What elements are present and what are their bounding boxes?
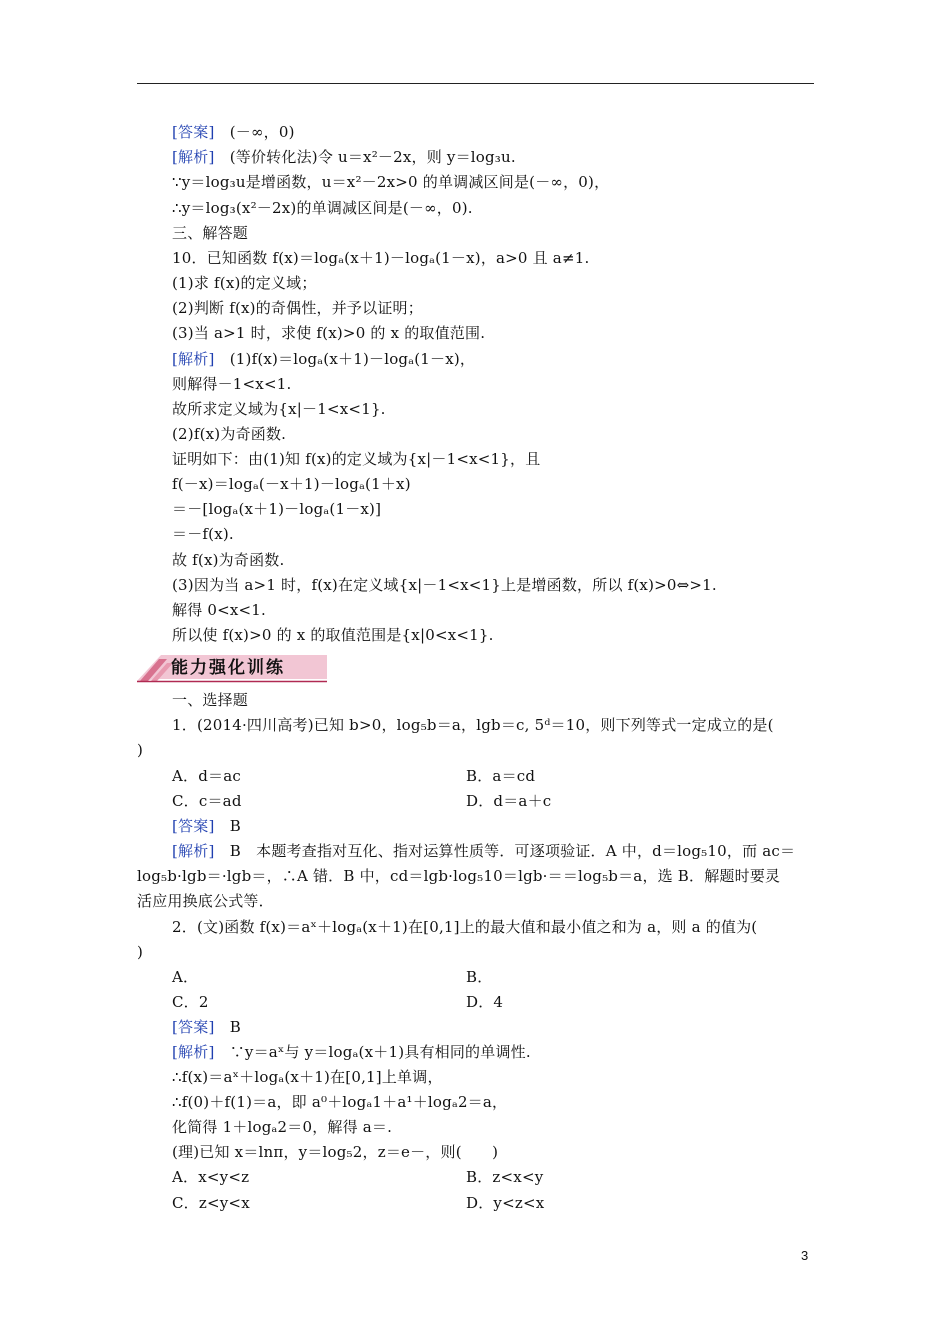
q3-option-b: B．z<x<y	[466, 1168, 544, 1186]
line-text: (－∞，0)	[214, 123, 295, 141]
line-text: 解得 0<x<1.	[172, 601, 267, 619]
line-text: 三、解答题	[172, 224, 249, 242]
question-3-stem: (理)已知 x＝lnπ，y＝log₅2，z＝e－，则( )	[172, 1143, 499, 1161]
q2-analysis	[172, 1043, 531, 1061]
analysis-tag: [解析]	[172, 1043, 215, 1061]
q1-option-c: C．c＝ad	[172, 792, 242, 810]
line-text: 证明如下：由(1)知 f(x)的定义域为{x|－1<x<1}，且	[172, 450, 541, 468]
solution-line	[172, 224, 248, 242]
solution-line	[172, 500, 381, 518]
q2-option-c: C．2	[172, 993, 209, 1011]
answer-value: B	[214, 817, 241, 835]
q2-answer	[172, 1018, 241, 1036]
line-text: ∵y＝log₃u是增函数，u＝x²－2x>0 的单调减区间是(－∞，0)，	[172, 173, 610, 191]
solution-line	[172, 601, 266, 619]
analysis-text: B 本题考查指对互化、指对运算性质等．可逐项验证．A 中，d＝log₅10，而 ac＝	[214, 842, 796, 860]
banner-title: 能力强化训练	[171, 658, 285, 678]
answer-tag: [答案]	[172, 1018, 215, 1036]
section-heading-choice: 一、选择题	[172, 691, 249, 709]
solution-line	[172, 173, 609, 191]
q1-analysis	[172, 842, 795, 860]
line-text: ∴y＝log₃(x²－2x)的单调减区间是(－∞，0).	[172, 199, 473, 217]
line-text: (2)f(x)为奇函数.	[172, 425, 287, 443]
analysis-text: ∵y＝aˣ与 y＝logₐ(x＋1)具有相同的单调性.	[214, 1043, 531, 1061]
answer-value: B	[214, 1018, 241, 1036]
answer-tag: [答案]	[172, 817, 215, 835]
line-text: (2)判断 f(x)的奇偶性，并予以证明；	[172, 299, 423, 317]
line-text: ＝－f(x).	[172, 525, 234, 543]
q1-answer	[172, 817, 241, 835]
line-text: 故所求定义域为{x|－1<x<1}.	[172, 400, 386, 418]
solution-line	[172, 525, 234, 543]
q1-analysis-line-2: log₅b·lgb＝·lgb＝，∴A 错．B 中，cd＝lgb·log₅10＝lgb·＝＝log₅b＝a，选 B．解题时要灵	[137, 867, 781, 885]
line-text: 所以使 f(x)>0 的 x 的取值范围是{x|0<x<1}.	[172, 626, 494, 644]
solution-line	[172, 475, 411, 493]
line-text: (1)f(x)＝logₐ(x＋1)－logₐ(1－x)，	[214, 350, 476, 368]
q3-option-c: C．z<y<x	[172, 1194, 250, 1212]
q1-option-b: B．a＝cd	[466, 767, 536, 785]
solution-line	[172, 450, 540, 468]
solution-line	[172, 123, 295, 141]
solution-line	[172, 199, 473, 217]
line-text: (1)求 f(x)的定义域；	[172, 274, 317, 292]
question-1-stem-cont: )	[137, 741, 144, 759]
q1-option-a: A．d＝ac	[172, 767, 241, 785]
line-text: 故 f(x)为奇函数.	[172, 551, 285, 569]
line-text: (等价转化法)令 u＝x²－2x，则 y＝log₃u.	[214, 148, 516, 166]
q1-analysis-line-3: 活应用换底公式等．	[137, 892, 274, 910]
solution-line	[172, 299, 423, 317]
solution-line	[172, 400, 386, 418]
line-text: (3)当 a>1 时，求使 f(x)>0 的 x 的取值范围.	[172, 324, 486, 342]
section-banner	[137, 651, 327, 683]
label-tag: [解析]	[172, 350, 215, 368]
q3-option-d: D．y<z<x	[466, 1194, 545, 1212]
solution-line	[172, 576, 717, 594]
q2-option-a: A．	[172, 968, 199, 986]
solution-line	[172, 324, 485, 342]
solution-line	[172, 425, 286, 443]
solution-line	[172, 551, 284, 569]
line-text: 则解得－1<x<1.	[172, 375, 292, 393]
solution-line	[172, 375, 291, 393]
q2-option-d: D．4	[466, 993, 504, 1011]
solution-line	[172, 249, 589, 267]
line-text: 10．已知函数 f(x)＝logₐ(x＋1)－logₐ(1－x)，a>0 且 a≠1.	[172, 249, 590, 267]
solution-line	[172, 148, 516, 166]
solution-line	[172, 626, 494, 644]
label-tag: [解析]	[172, 148, 215, 166]
q2-analysis-line-3: ∴f(0)＋f(1)＝a，即 a⁰＋logₐ1＋a¹＋logₐ2＝a，	[172, 1093, 508, 1111]
question-2-stem-cont: )	[137, 943, 144, 961]
q1-option-d: D．d＝a＋c	[466, 792, 552, 810]
header-rule	[137, 83, 814, 84]
q2-option-b: B．	[466, 968, 493, 986]
line-text: f(－x)＝logₐ(－x＋1)－logₐ(1＋x)	[172, 475, 411, 493]
question-1-stem: 1．(2014·四川高考)已知 b>0，log₅b＝a，lgb＝c, 5ᵈ＝10，则下列等式一定成立的是(	[172, 716, 774, 734]
analysis-tag: [解析]	[172, 842, 215, 860]
q2-analysis-line-4: 化简得 1＋logₐ2＝0，解得 a＝.	[172, 1118, 393, 1136]
q3-option-a: A．x<y<z	[172, 1168, 250, 1186]
q2-analysis-line-2: ∴f(x)＝aˣ＋logₐ(x＋1)在[0,1]上单调，	[172, 1068, 443, 1086]
question-2-stem: 2．(文)函数 f(x)＝aˣ＋logₐ(x＋1)在[0,1]上的最大值和最小值之和为 a，则 a 的值为(	[172, 918, 758, 936]
line-text: (3)因为当 a>1 时，f(x)在定义域{x|－1<x<1}上是增函数，所以 f(x)>0⇔>1.	[172, 576, 717, 594]
solution-line	[172, 350, 475, 368]
line-text: ＝－[logₐ(x＋1)－logₐ(1－x)]	[172, 500, 382, 518]
solution-line	[172, 274, 317, 292]
label-tag: [答案]	[172, 123, 215, 141]
page-number: 3	[801, 1248, 809, 1263]
